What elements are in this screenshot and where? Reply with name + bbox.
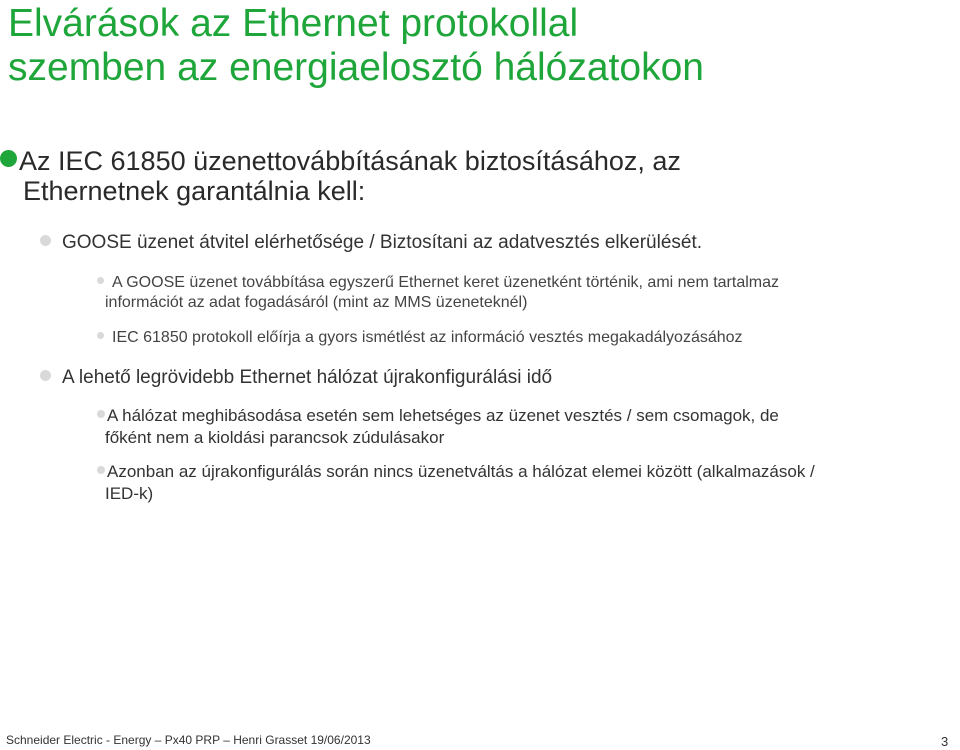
bullet-level3-line-2: IED-k) xyxy=(105,484,154,503)
bullet-level2-availability xyxy=(40,231,702,255)
bullet-dot-icon xyxy=(0,150,17,167)
bullet-level3-line-2: információt az adat fogadásáról (mint az MMS üzeneteknél) xyxy=(105,294,528,311)
bullet-dot-icon xyxy=(97,277,104,284)
slide-title-line-1: Elvárások az Ethernet protokollal xyxy=(8,2,579,45)
bullet-level1-line-1: Az IEC 61850 üzenettovábbításának biztosításához, az xyxy=(19,146,681,176)
bullet-level3-line-2: főként nem a kioldási parancsok zúdulásakor xyxy=(105,428,445,447)
bullet-dot-icon xyxy=(40,235,51,246)
bullet-level3-goose-frame xyxy=(97,273,779,313)
bullet-level1 xyxy=(0,146,900,206)
bullet-dot-icon xyxy=(40,370,51,381)
bullet-level3-line-1: Azonban az újrakonfigurálás során nincs üzenetváltás a hálózat elemei között (alkalmazások / xyxy=(107,462,815,481)
slide-title-line-2: szemben az energiaelosztó hálózatokon xyxy=(8,46,704,89)
bullet-dot-icon xyxy=(97,332,104,339)
bullet-level3-network-failure xyxy=(97,405,779,449)
bullet-level3-line-1: IEC 61850 protokoll előírja a gyors ismétlést az információ vesztés megakadályozásához xyxy=(112,329,743,346)
bullet-level3-line-1: A hálózat meghibásodása esetén sem lehetséges az üzenet vesztés / sem csomagok, de xyxy=(107,406,779,425)
bullet-dot-icon xyxy=(97,466,105,474)
bullet-level2-reconfiguration xyxy=(40,366,552,390)
slide-title xyxy=(8,2,704,90)
slide-footer: Schneider Electric - Energy – Px40 PRP – Henri Grasset 19/06/2013 xyxy=(6,733,371,747)
page-number: 3 xyxy=(941,734,949,749)
bullet-level3-no-messaging xyxy=(97,461,815,505)
bullet-dot-icon xyxy=(97,410,105,418)
bullet-level1-line-2: Ethernetnek garantálnia kell: xyxy=(23,176,366,206)
bullet-level3-fast-repeat xyxy=(97,328,743,348)
bullet-level2-text: A lehető legrövidebb Ethernet hálózat újrakonfigurálási idő xyxy=(62,367,553,388)
bullet-level2-text: GOOSE üzenet átvitel elérhetősége / Biztosítani az adatvesztés elkerülését. xyxy=(62,232,703,253)
bullet-level3-line-1: A GOOSE üzenet továbbítása egyszerű Ethernet keret üzenetként történik, ami nem tartalmaz xyxy=(112,274,780,291)
